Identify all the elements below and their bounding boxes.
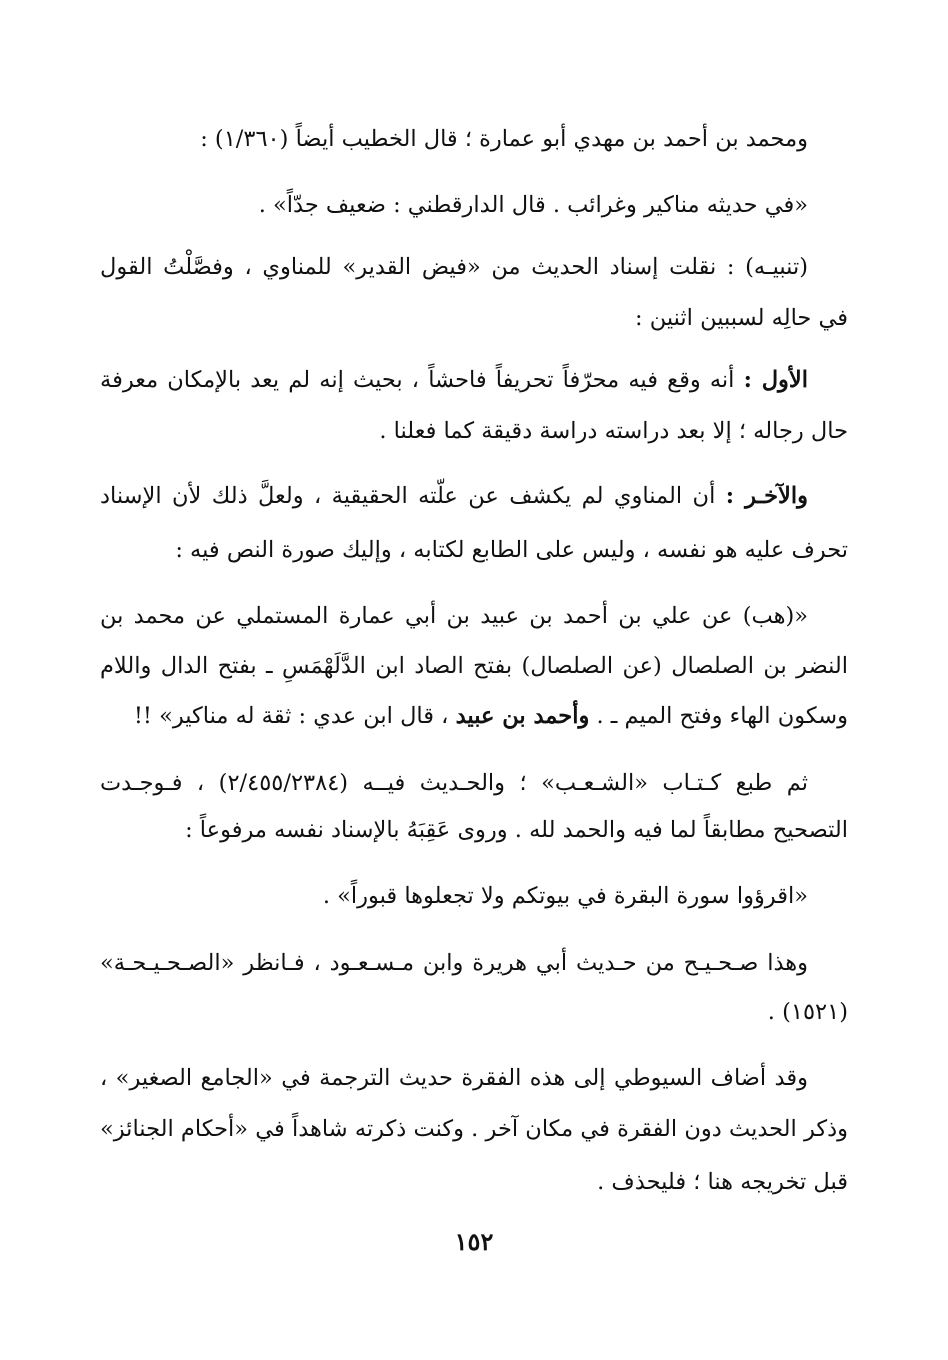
reference-number: (١٥٢١) . [767,999,848,1025]
quoted-source-line: النضر بن الصلصال (عن الصلصال) بفتح الصاد ابن الدَّلَهْمَسِ ـ بفتح الدال واللام [100,653,848,679]
note-line: (تنبيـه) : نقلت إسناد الحديث من «فيض القدير» للمناوي ، وفصَّلْتُ القول [100,254,808,280]
text-line: وهذا صـحـيـح من حـديث أبي هريرة وابن مـسـعـود ، فـانظر «الصـحـيـحـة» [100,950,808,976]
narrator-name: وأحمد بن عبيد [455,703,590,729]
text-line: قبل تخريجه هنا ؛ فليحذف . [597,1169,848,1195]
second-reason-line: تحرف عليه هو نفسه ، وليس على الطابع لكتابه ، وإليك صورة النص فيه : [175,537,848,563]
quote-line: «في حديثه مناكير وغرائب . قال الدارقطني : ضعيف جدّاً» . [258,192,808,218]
text-line: ومحمد بن أحمد بن مهدي أبو عمارة ؛ قال الخطيب أيضاً (١/٣٦٠) : [200,126,808,152]
text-line: التصحيح مطابقاً لما فيه والحمد لله . وروى عَقِبَهُ بالإسناد نفسه مرفوعاً : [185,817,848,843]
second-reason-line: والآخـر : أن المناوي لم يكشف عن علّته الحقيقية ، ولعلَّ ذلك لأن الإسناد [100,483,808,509]
first-reason-line: حال رجاله ؛ إلا بعد دراسته دراسة دقيقة كما فعلنا . [379,418,848,444]
quoted-source-line: وسكون الهاء وفتح الميم ـ . وأحمد بن عبيد ، قال ابن عدي : ثقة له مناكير» !! [133,703,848,729]
quoted-source-line: «(هب) عن علي بن أحمد بن عبيد بن أبي عمارة المستملي عن محمد بن [100,603,808,629]
first-reason-heading: الأول : [743,367,808,393]
first-reason-line: الأول : أنه وقع فيه محرّفاً تحريفاً فاحشاً ، بحيث إنه لم يعد بالإمكان معرفة [100,367,808,393]
hadith-quote: «اقرؤوا سورة البقرة في بيوتكم ولا تجعلوها قبوراً» . [322,883,808,909]
text-line: ثم طبع كـتـاب «الشـعـب» ؛ والحـديث فيــه (٢/٤٥٥/٢٣٨٤) ، فـوجـدت [100,770,808,796]
text-line: وذكر الحديث دون الفقرة في مكان آخر . وكنت ذكرته شاهداً في «أحكام الجنائز» [100,1116,848,1142]
book-page [100,0,848,1360]
note-line: في حالِه لسببين اثنين : [634,305,848,331]
text-line: وقد أضاف السيوطي إلى هذه الفقرة حديث الترجمة في «الجامع الصغير» ، [100,1065,808,1091]
second-reason-heading: والآخـر : [725,483,808,509]
page-number: ١٥٢ [454,1227,494,1256]
